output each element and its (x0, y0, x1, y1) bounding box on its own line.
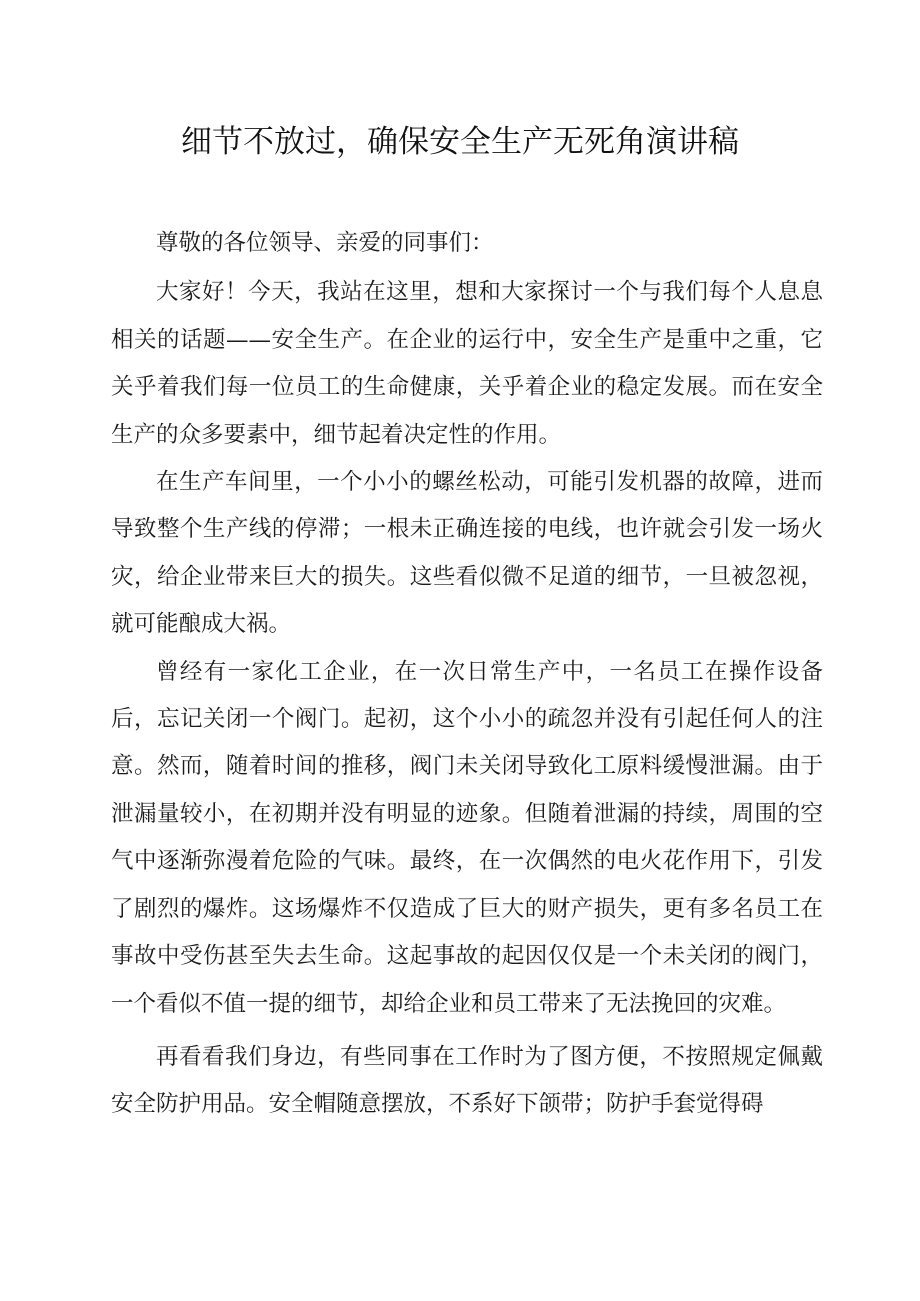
paragraph-chemical-accident: 曾经有一家化工企业，在一次日常生产中，一名员工在操作设备后，忘记关闭一个阀门。起初，这个小小的疏忽并没有引起任何人的注意。然而，随着时间的推移，阀门未关闭导致化工原料缓慢泄漏。由于泄漏量较小，在初期并没有明显的迹象。但随着泄漏的持续，周围的空气中逐渐弥漫着危险的气味。最终，在一次偶然的电火花作用下，引发了剧烈的爆炸。这场爆炸不仅造成了巨大的财产损失，更有多名员工在事故中受伤甚至失去生命。这起事故的起因仅仅是一个未关闭的阀门，一个看似不值一提的细节，却给企业和员工带来了无法挽回的灾难。 (111, 658, 823, 1017)
paragraph-opening: 大家好！今天，我站在这里，想和大家探讨一个与我们每个人息息相关的话题——安全生产。在企业的运行中，安全生产是重中之重，它关乎着我们每一位员工的生命健康，关乎着企业的稳定发展。而在安全生产的众多要素中，细节起着决定性的作用。 (111, 279, 823, 448)
speech-title: 细节不放过，确保安全生产无死角演讲稿 (181, 124, 739, 160)
salutation: 尊敬的各位领导、亲爱的同事们： (156, 230, 494, 256)
speech-body (111, 220, 823, 1129)
paragraph-workshop-details: 在生产车间里，一个小小的螺丝松动，可能引发机器的故障，进而导致整个生产线的停滞；一根未正确连接的电线，也许就会引发一场火灾，给企业带来巨大的损失。这些看似微不足道的细节，一旦被忽视，就可能酿成大祸。 (111, 469, 823, 638)
paragraph-protective-equipment: 再看看我们身边，有些同事在工作时为了图方便，不按照规定佩戴安全防护用品。安全帽随意摆放，不系好下颌带；防护手套觉得碍 (111, 1043, 823, 1118)
